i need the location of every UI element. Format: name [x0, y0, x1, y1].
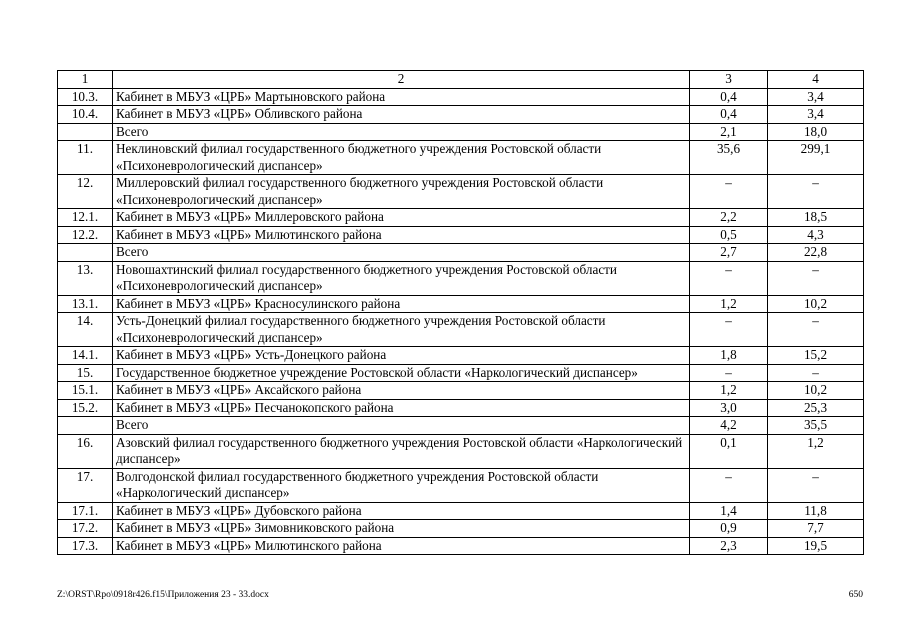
row-number: 10.3. — [58, 88, 113, 106]
table-row — [58, 417, 864, 435]
row-value-3: – — [690, 468, 768, 502]
row-name: Кабинет в МБУЗ «ЦРБ» Милютинского района — [113, 537, 690, 555]
table-row — [58, 123, 864, 141]
row-name: Миллеровский филиал государственного бюджетного учреждения Ростовской области «Психоневрологический диспансер» — [113, 175, 690, 209]
table-header-row — [58, 71, 864, 89]
row-value-3: – — [690, 313, 768, 347]
table-row — [58, 382, 864, 400]
row-name: Новошахтинский филиал государственного бюджетного учреждения Ростовской области «Психоневрологический диспансер» — [113, 261, 690, 295]
row-value-3: 2,2 — [690, 209, 768, 227]
row-number: 11. — [58, 141, 113, 175]
table-row — [58, 520, 864, 538]
row-number — [58, 123, 113, 141]
row-value-3: 3,0 — [690, 399, 768, 417]
row-name: Всего — [113, 123, 690, 141]
row-value-3: 4,2 — [690, 417, 768, 435]
row-value-4: 10,2 — [768, 295, 864, 313]
row-value-3: 0,4 — [690, 106, 768, 124]
row-name: Волгодонской филиал государственного бюджетного учреждения Ростовской области «Наркологический диспансер» — [113, 468, 690, 502]
row-value-4: 18,0 — [768, 123, 864, 141]
row-name: Кабинет в МБУЗ «ЦРБ» Песчанокопского района — [113, 399, 690, 417]
row-value-4: 299,1 — [768, 141, 864, 175]
row-value-4: 7,7 — [768, 520, 864, 538]
table-row — [58, 537, 864, 555]
table-row — [58, 347, 864, 365]
page-footer — [57, 590, 863, 600]
header-col-4: 4 — [768, 71, 864, 89]
row-value-4: – — [768, 364, 864, 382]
row-number: 10.4. — [58, 106, 113, 124]
table-row — [58, 226, 864, 244]
table-row — [58, 364, 864, 382]
row-number — [58, 244, 113, 262]
row-value-4: 19,5 — [768, 537, 864, 555]
row-number: 15.1. — [58, 382, 113, 400]
row-name: Кабинет в МБУЗ «ЦРБ» Миллеровского района — [113, 209, 690, 227]
row-value-4: 35,5 — [768, 417, 864, 435]
row-value-3: 2,3 — [690, 537, 768, 555]
table-row — [58, 141, 864, 175]
row-value-4: 15,2 — [768, 347, 864, 365]
footer-file-path: Z:\ORST\Rpo\0918r426.f15\Приложения 23 - 33.docx — [57, 590, 269, 600]
row-name: Государственное бюджетное учреждение Ростовской области «Наркологический диспансер» — [113, 364, 690, 382]
table-row — [58, 88, 864, 106]
row-value-4: – — [768, 175, 864, 209]
row-value-4: – — [768, 468, 864, 502]
row-number: 12. — [58, 175, 113, 209]
table-row — [58, 295, 864, 313]
row-value-4: 11,8 — [768, 502, 864, 520]
row-name: Неклиновский филиал государственного бюджетного учреждения Ростовской области «Психоневрологический диспансер» — [113, 141, 690, 175]
row-value-4: 25,3 — [768, 399, 864, 417]
row-number: 14.1. — [58, 347, 113, 365]
row-value-3: – — [690, 364, 768, 382]
table-row — [58, 468, 864, 502]
table-row — [58, 261, 864, 295]
row-number: 17.2. — [58, 520, 113, 538]
row-value-3: 1,2 — [690, 295, 768, 313]
row-value-3: 2,7 — [690, 244, 768, 262]
row-value-3: – — [690, 261, 768, 295]
row-value-3: – — [690, 175, 768, 209]
row-name: Кабинет в МБУЗ «ЦРБ» Обливского района — [113, 106, 690, 124]
row-value-3: 35,6 — [690, 141, 768, 175]
table-row — [58, 106, 864, 124]
row-value-3: 0,1 — [690, 434, 768, 468]
table-row — [58, 313, 864, 347]
table-row — [58, 434, 864, 468]
row-value-3: 0,5 — [690, 226, 768, 244]
row-value-4: 3,4 — [768, 88, 864, 106]
row-name: Всего — [113, 244, 690, 262]
table-row — [58, 502, 864, 520]
header-col-3: 3 — [690, 71, 768, 89]
footer-page-number: 650 — [848, 590, 863, 600]
row-value-4: 1,2 — [768, 434, 864, 468]
row-number: 12.2. — [58, 226, 113, 244]
table-row — [58, 209, 864, 227]
table-body — [58, 71, 864, 555]
table-row — [58, 175, 864, 209]
row-number: 15. — [58, 364, 113, 382]
table-row — [58, 399, 864, 417]
row-number — [58, 417, 113, 435]
row-name: Кабинет в МБУЗ «ЦРБ» Красносулинского района — [113, 295, 690, 313]
row-number: 15.2. — [58, 399, 113, 417]
row-value-4: – — [768, 261, 864, 295]
header-col-1: 1 — [58, 71, 113, 89]
row-name: Всего — [113, 417, 690, 435]
row-value-4: – — [768, 313, 864, 347]
row-value-3: 0,4 — [690, 88, 768, 106]
row-value-4: 3,4 — [768, 106, 864, 124]
row-name: Азовский филиал государственного бюджетного учреждения Ростовской области «Наркологический диспансер» — [113, 434, 690, 468]
row-value-3: 1,4 — [690, 502, 768, 520]
row-number: 12.1. — [58, 209, 113, 227]
row-number: 17.3. — [58, 537, 113, 555]
row-value-4: 22,8 — [768, 244, 864, 262]
row-value-3: 2,1 — [690, 123, 768, 141]
row-name: Кабинет в МБУЗ «ЦРБ» Дубовского района — [113, 502, 690, 520]
row-name: Усть-Донецкий филиал государственного бюджетного учреждения Ростовской области «Психоневрологический диспансер» — [113, 313, 690, 347]
data-table — [57, 70, 864, 555]
row-value-3: 1,2 — [690, 382, 768, 400]
row-name: Кабинет в МБУЗ «ЦРБ» Аксайского района — [113, 382, 690, 400]
row-value-4: 4,3 — [768, 226, 864, 244]
row-value-4: 18,5 — [768, 209, 864, 227]
row-name: Кабинет в МБУЗ «ЦРБ» Зимовниковского района — [113, 520, 690, 538]
row-number: 14. — [58, 313, 113, 347]
row-number: 17. — [58, 468, 113, 502]
row-number: 13.1. — [58, 295, 113, 313]
row-value-3: 1,8 — [690, 347, 768, 365]
row-name: Кабинет в МБУЗ «ЦРБ» Мартыновского района — [113, 88, 690, 106]
row-name: Кабинет в МБУЗ «ЦРБ» Усть-Донецкого района — [113, 347, 690, 365]
header-col-2: 2 — [113, 71, 690, 89]
row-number: 16. — [58, 434, 113, 468]
row-name: Кабинет в МБУЗ «ЦРБ» Милютинского района — [113, 226, 690, 244]
row-value-4: 10,2 — [768, 382, 864, 400]
table-row — [58, 244, 864, 262]
row-number: 17.1. — [58, 502, 113, 520]
row-value-3: 0,9 — [690, 520, 768, 538]
row-number: 13. — [58, 261, 113, 295]
